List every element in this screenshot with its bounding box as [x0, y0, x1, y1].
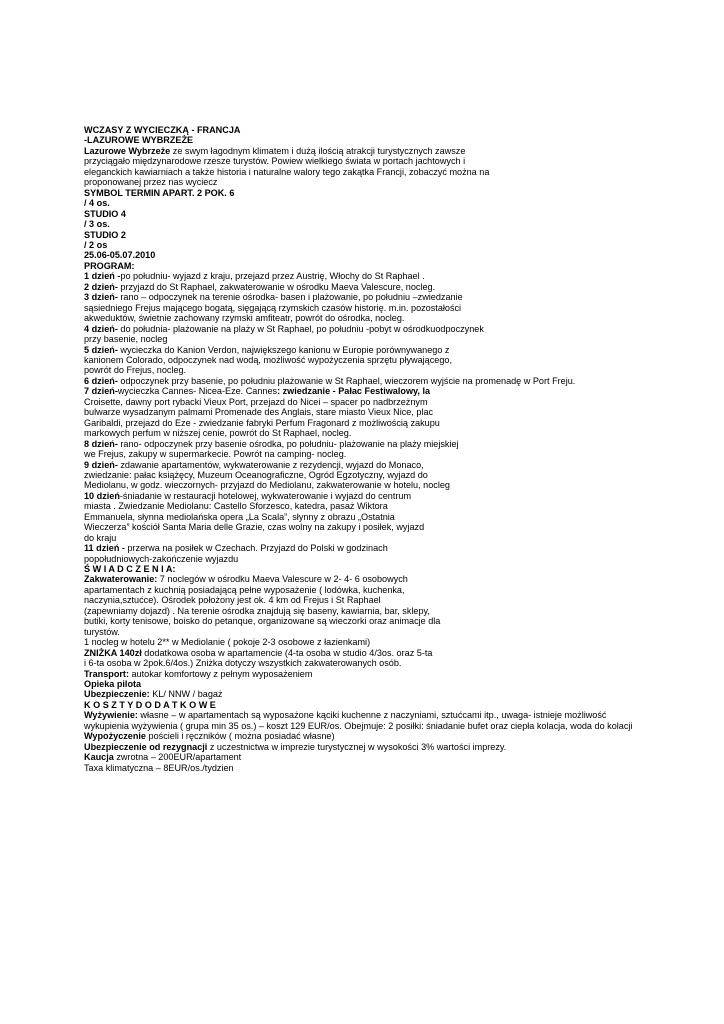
services-discount: ZNIŻKA 140zł dodatkowa osoba w apartamencie (4-ta osoba w studio 4/3os. oraz 5-ta [84, 647, 433, 658]
services-discount: i 6-ta osoba w 2pok.6/4os.) Zniżka dotyczy wszystkich zakwaterowanych osób. [84, 658, 402, 669]
program-day-1: 1 dzień -po południu- wyjazd z kraju, przejazd przez Austrię, Włochy do St Raphael . [84, 271, 425, 282]
document-subtitle: -LAZUROWE WYBRZEŻE [84, 135, 194, 146]
extra-costs-heading: K O S Z T Y D O D A T K O W E [84, 699, 216, 710]
extra-costs-tax: Taxa klimatyczna – 8EUR/os./tydzien [84, 762, 234, 773]
program-day-9: zwiedzanie: pałac książęcy, Muzeum Oceanograficzne, Ogród Egzotyczny, wyjazd do [84, 469, 428, 480]
program-day-7: 7 dzień-wycieczka Cannes- Nicea-Eze. Cannes: zwiedzanie - Pałac Festiwalowy, la [84, 386, 431, 397]
program-day-5: kanionem Colorado, odpoczynek nad wodą, możliwość wypożyczenia sprzętu pływającego, [84, 354, 452, 365]
program-day-5: 5 dzień- wycieczka do Kanion Verdon, największego kanionu w Europie porównywanego z [84, 344, 450, 355]
intro-paragraph: Lazurowe Wybrzeże ze swym łagodnym klimatem i dużą ilością atrakcji turystycznych zawsze [84, 145, 466, 156]
program-day-4: 4 dzień- do południa- plażowanie na plaży w St Raphael, po południu -pobyt w ośrodkuodpoczynek [84, 323, 484, 334]
program-day-7: bulwarze wysadzanym palmami Promenade des Anglais, stare miasto Vieux Nice, plac [84, 407, 434, 418]
program-day-10: miasta . Zwiedzanie Mediolanu: Castello Sforzesco, katedra, pasaż Wiktora [84, 501, 388, 512]
document-page [84, 125, 644, 773]
services-transport: Transport: autokar komfortowy z pełnym wyposażeniem [84, 668, 313, 679]
program-day-10: Emmanuela, słynna mediolańska opera „La Scala”, słynny z obrazu „Ostatnia [84, 511, 395, 522]
program-day-8: we Frejus, zakupy w supermarkecie. Powrót na camping- nocleg. [84, 449, 347, 460]
program-day-5: powrót do Frejus, nocleg. [84, 365, 187, 376]
program-day-3: 3 dzień- rano – odpoczynek na terenie ośrodka- basen i plażowanie, po południu –zwiedzanie [84, 292, 463, 303]
program-day-9: 9 dzień- zdawanie apartamentów, wykwaterowanie z rezydencji, wyjazd do Monaco, [84, 459, 424, 470]
services-hotel-night: 1 nocleg w hotelu 2** w Mediolanie ( pokoje 2-3 osobowe z łazienkami) [84, 637, 371, 648]
offer-table-row: / 2 os [84, 239, 108, 250]
program-day-3: akweduktów, świetnie zachowany rzymski amfiteatr, powrót do ośrodka, nocleg. [84, 313, 405, 324]
program-heading: PROGRAM: [84, 260, 135, 271]
intro-paragraph: proponowanej przez nas wyciecz [84, 177, 218, 188]
extra-costs-cancellation: Ubezpieczenie od rezygnacji z uczestnictwa w imprezie turystycznej w wysokości 3% wartości imprezy. [84, 741, 507, 752]
program-day-10: Wieczerza” kościół Santa Maria delle Grazie, czas wolny na zakupy i posiłek, wyjazd [84, 522, 425, 533]
program-day-11: popołudniowych-zakończenie wyjazdu [84, 553, 239, 564]
program-day-6: 6 dzień- odpoczynek przy basenie, po południu plażowanie w St Raphael, wieczorem wyjście na promenadę w Port Freju. [84, 375, 576, 386]
intro-paragraph: przyciągało międzynarodowe rzesze turystów. Powiew wielkiego świata w portach jachtowych i [84, 156, 466, 167]
program-day-11: 11 dzień - przerwa na posiłek w Czechach. Przyjazd do Polski w godzinach [84, 543, 388, 554]
program-day-4: przy basenie, nocleg [84, 334, 168, 345]
offer-table-row: STUDIO 4 [84, 208, 126, 219]
offer-table-row: / 3 os. [84, 219, 110, 230]
services-accommodation: apartamentach z kuchnią posiadającą pełne wyposażenie ( lodówka, kuchenka, [84, 584, 405, 595]
services-heading: Ś W I A D C Z E N I A: [84, 564, 176, 575]
offer-table-row: STUDIO 2 [84, 229, 126, 240]
services-accommodation: butiki, korty tenisowe, boisko do petanque, organizowane są wieczorki oraz animacje dla [84, 616, 441, 627]
services-accommodation: turystów. [84, 626, 120, 637]
program-day-10: do kraju [84, 532, 117, 543]
program-day-7: Croisette, dawny port rybacki Vieux Port, przejazd do Nicei – spacer po nadbrzeżnym [84, 396, 428, 407]
program-day-3: sąsiedniego Frejus mającego bogatą, sięgającą rzymskich czasów historię. m.in. pozostałości [84, 302, 462, 313]
program-day-9: Mediolanu, w godz. wieczornych- przyjazd do Mediolanu, zakwaterowanie w hotelu, nocleg [84, 480, 450, 491]
program-day-8: 8 dzień- rano- odpoczynek przy basenie ośrodka, po południu- plażowanie na plaży miejskiej [84, 438, 459, 449]
program-day-7: markowych perfum w niższej cenie, powrót do St Raphael, nocleg. [84, 428, 352, 439]
services-accommodation: naczynia,sztućce). Ośrodek położony jest ok. 4 km od Frejus i St Raphael [84, 595, 381, 606]
program-day-2: 2 dzień- przyjazd do St Raphael, zakwaterowanie w ośrodku Maeva Valescure, nocleg. [84, 281, 436, 292]
services-pilot: Opieka pilota [84, 679, 142, 690]
offer-date: 25.06-05.07.2010 [84, 250, 156, 261]
program-day-10: 10 dzień-śniadanie w restauracji hotelowej, wykwaterowanie i wyjazd do centrum [84, 490, 412, 501]
intro-paragraph: eleganckich kawiarniach a także historia i naturalne walory tego zakątka Francji, zobaczyć można na [84, 166, 490, 177]
offer-table-row: / 4 os. [84, 198, 110, 209]
extra-costs-deposit: Kaucja zwrotna – 200EUR/apartament [84, 752, 242, 763]
services-accommodation: Zakwaterowanie: 7 noclegów w ośrodku Maeva Valescure w 2- 4- 6 osobowych [84, 574, 408, 585]
document-title: WCZASY Z WYCIECZKĄ - FRANCJA [84, 125, 241, 135]
services-insurance: Ubezpieczenie: KL/ NNW / bagaż [84, 689, 223, 700]
extra-costs-food: Wyżywienie: własne – w apartamentach są wyposażone kąciki kuchenne z naczyniami, sztućcami itp., uwaga- istnieje możliwość wykupienia wyżywienia ( grupa min 35 os.) – koszt 129 EUR/os. Obejmuje: 2 posiłki: śniadanie bufet oraz ciepła kolacja, woda do kolacji [84, 710, 633, 731]
program-day-7: Garibaldi, przejazd do Eze - zwiedzanie fabryki Perfum Fragonard z możliwością zakupu [84, 417, 440, 428]
extra-costs-rental: Wypożyczenie pościeli i ręczników ( można posiadać własne) [84, 731, 335, 742]
services-accommodation: (zapewniamy dojazd) . Na terenie ośrodka znajdują się baseny, kawiarnia, bar, sklepy, [84, 605, 430, 616]
offer-table-header: SYMBOL TERMIN APART. 2 POK. 6 [84, 187, 235, 198]
